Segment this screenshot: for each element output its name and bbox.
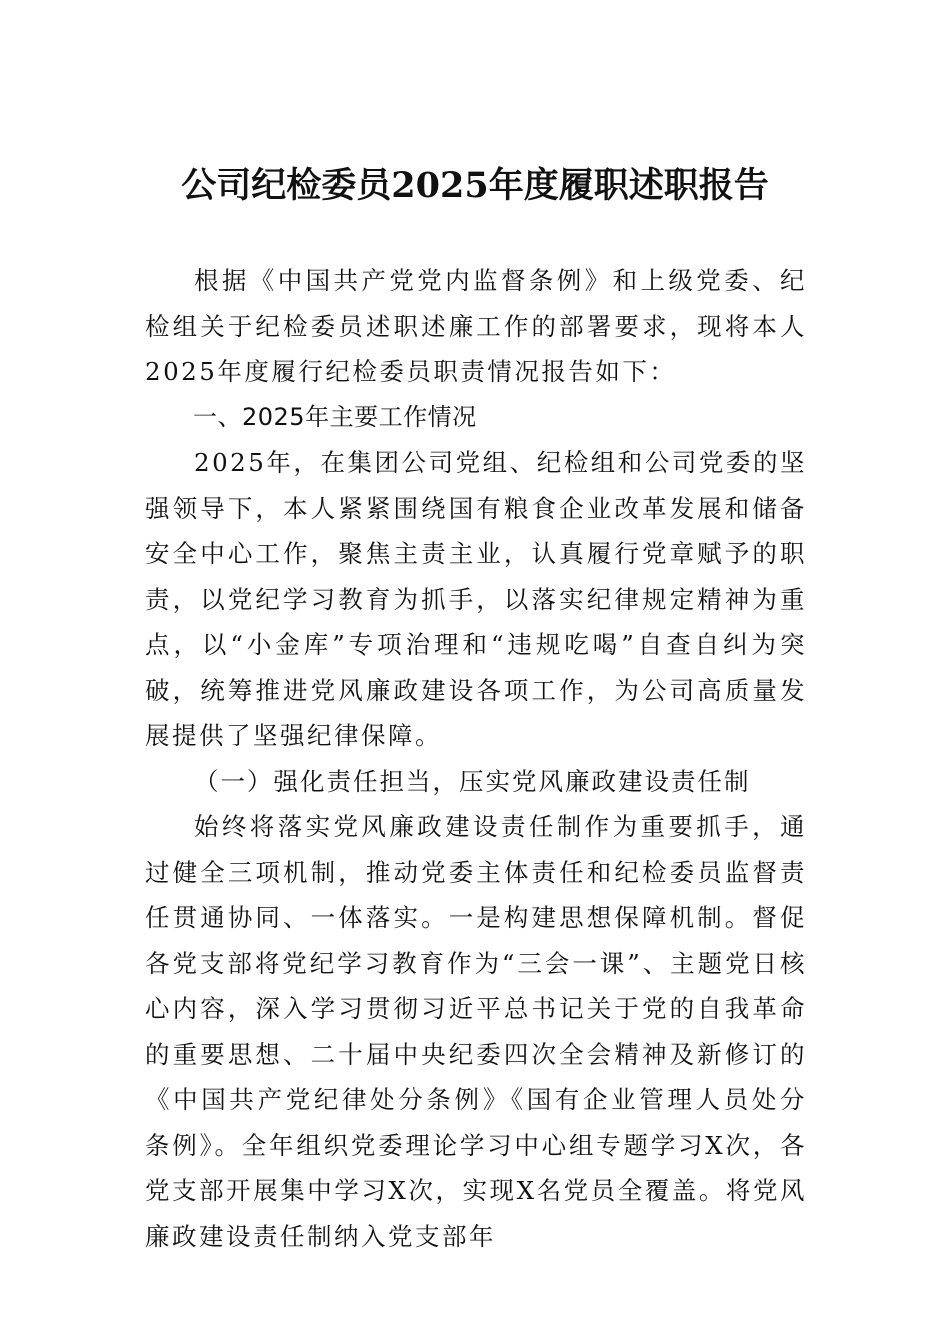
subsection-paragraph-1: 始终将落实党风廉政建设责任制作为重要抓手，通过健全三项机制，推动党委主体责任和纪检委员监督责任贯通协同、一体落实。一是构建思想保障机制。督促各党支部将党纪学习教育作为“三会一课”、主题党日核心内容，深入学习贯彻习近平总书记关于党的自我革命的重要思想、二十届中央纪委四次全会精神及新修订的《中国共产党纪律处分条例》《国有企业管理人员处分条例》。全年组织党委理论学习中心组专题学习X次，各党支部开展集中学习X次，实现X名党员全覆盖。将党风廉政建设责任制纳入党支部年 [145,812,807,1251]
intro-paragraph: 根据《中国共产党党内监督条例》和上级党委、纪检组关于纪检委员述职述廉工作的部署要求，现将本人2025年度履行纪检委员职责情况报告如下： [145,266,807,386]
subsection-heading-1: （一）强化责任担当，压实党风廉政建设责任制 [194,766,751,796]
overview-paragraph: 2025年，在集团公司党组、纪检组和公司党委的坚强领导下，本人紧紧围绕国有粮食企业改革发展和储备安全中心工作，聚焦主责主业，认真履行党章赋予的职责，以党纪学习教育为抓手，以落实纪律规定精神为重点，以“小金库”专项治理和“违规吃喝”自查自纠为突破，统筹推进党风廉政建设各项工作，为公司高质量发展提供了坚强纪律保障。 [145,448,807,750]
document-title: 公司纪检委员2025年度履职述职报告 [181,165,769,206]
document-body [145,258,807,1259]
section-heading-1: 一、2025年主要工作情况 [193,402,477,431]
